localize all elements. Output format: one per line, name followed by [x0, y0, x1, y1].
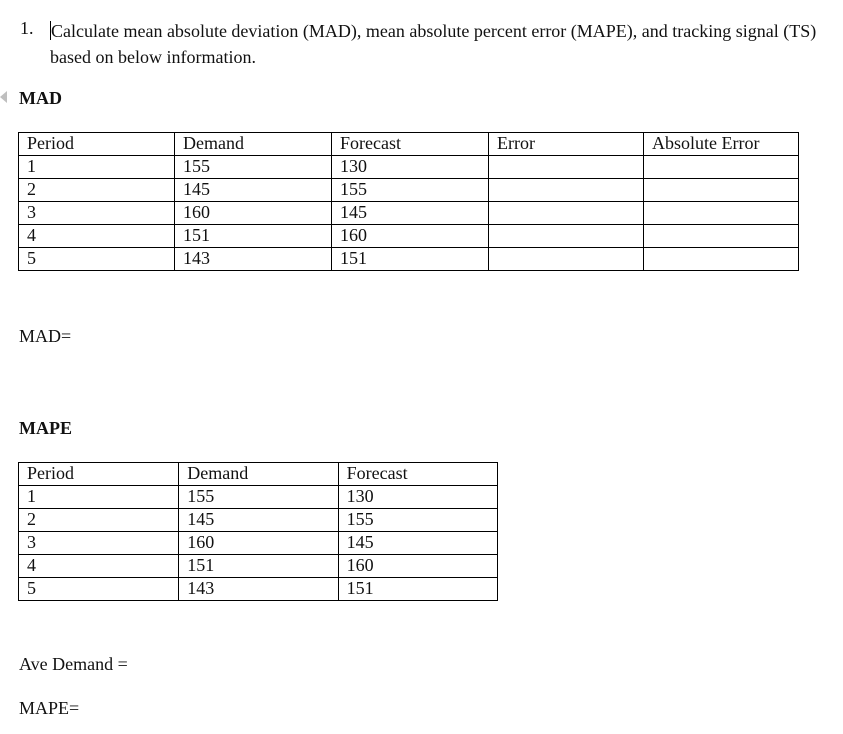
question-text	[50, 18, 820, 70]
table-row	[19, 555, 498, 578]
cell-forecast[interactable]: 145	[338, 532, 497, 555]
cell-demand[interactable]: 145	[179, 509, 338, 532]
cell-absolute-error[interactable]	[644, 179, 799, 202]
cell-demand[interactable]: 143	[175, 248, 332, 271]
table-row	[19, 179, 799, 202]
cell-demand[interactable]: 160	[175, 202, 332, 225]
table-row	[19, 578, 498, 601]
collapse-heading-icon[interactable]	[0, 91, 7, 103]
mad-heading: MAD	[19, 88, 62, 108]
table-row	[19, 532, 498, 555]
ave-demand-label: Ave Demand =	[19, 654, 128, 674]
cell-period[interactable]: 3	[19, 202, 175, 225]
cell-forecast[interactable]: 130	[332, 156, 489, 179]
header-period: Period	[19, 463, 179, 486]
question-number: 1.	[20, 18, 34, 38]
cell-forecast[interactable]: 160	[332, 225, 489, 248]
cell-period[interactable]: 4	[19, 555, 179, 578]
table-row	[19, 509, 498, 532]
table-row	[19, 156, 799, 179]
cell-period[interactable]: 5	[19, 578, 179, 601]
header-error: Error	[489, 133, 644, 156]
header-forecast: Forecast	[338, 463, 497, 486]
cell-demand[interactable]: 151	[175, 225, 332, 248]
table-row	[19, 202, 799, 225]
header-forecast: Forecast	[332, 133, 489, 156]
header-demand: Demand	[175, 133, 332, 156]
mape-table	[18, 462, 498, 601]
cell-forecast[interactable]: 160	[338, 555, 497, 578]
cell-forecast[interactable]: 155	[332, 179, 489, 202]
mape-heading: MAPE	[19, 418, 72, 438]
cell-error[interactable]	[489, 179, 644, 202]
table-row	[19, 225, 799, 248]
table-header-row	[19, 463, 498, 486]
mape-answer-label: MAPE=	[19, 698, 80, 718]
cell-forecast[interactable]: 151	[338, 578, 497, 601]
cell-period[interactable]: 5	[19, 248, 175, 271]
table-row	[19, 486, 498, 509]
cell-period[interactable]: 2	[19, 509, 179, 532]
cell-period[interactable]: 4	[19, 225, 175, 248]
mad-answer-label: MAD=	[19, 326, 72, 346]
cell-error[interactable]	[489, 156, 644, 179]
cell-period[interactable]: 1	[19, 486, 179, 509]
cell-forecast[interactable]: 155	[338, 509, 497, 532]
cell-absolute-error[interactable]	[644, 225, 799, 248]
header-demand: Demand	[179, 463, 338, 486]
cell-error[interactable]	[489, 225, 644, 248]
table-header-row	[19, 133, 799, 156]
cell-forecast[interactable]: 130	[338, 486, 497, 509]
question-text-content: Calculate mean absolute deviation (MAD), mean absolute percent error (MAPE), and tracking signal (TS) based on below information.	[50, 21, 817, 67]
cell-absolute-error[interactable]	[644, 156, 799, 179]
cell-demand[interactable]: 143	[179, 578, 338, 601]
cell-period[interactable]: 3	[19, 532, 179, 555]
mad-table	[18, 132, 799, 271]
cell-absolute-error[interactable]	[644, 202, 799, 225]
cell-demand[interactable]: 155	[175, 156, 332, 179]
cell-forecast[interactable]: 145	[332, 202, 489, 225]
cell-error[interactable]	[489, 202, 644, 225]
table-row	[19, 248, 799, 271]
cell-demand[interactable]: 145	[175, 179, 332, 202]
cell-demand[interactable]: 155	[179, 486, 338, 509]
header-absolute-error: Absolute Error	[644, 133, 799, 156]
cell-period[interactable]: 1	[19, 156, 175, 179]
cell-forecast[interactable]: 151	[332, 248, 489, 271]
cell-demand[interactable]: 151	[179, 555, 338, 578]
cell-period[interactable]: 2	[19, 179, 175, 202]
cell-error[interactable]	[489, 248, 644, 271]
cell-demand[interactable]: 160	[179, 532, 338, 555]
cell-absolute-error[interactable]	[644, 248, 799, 271]
header-period: Period	[19, 133, 175, 156]
